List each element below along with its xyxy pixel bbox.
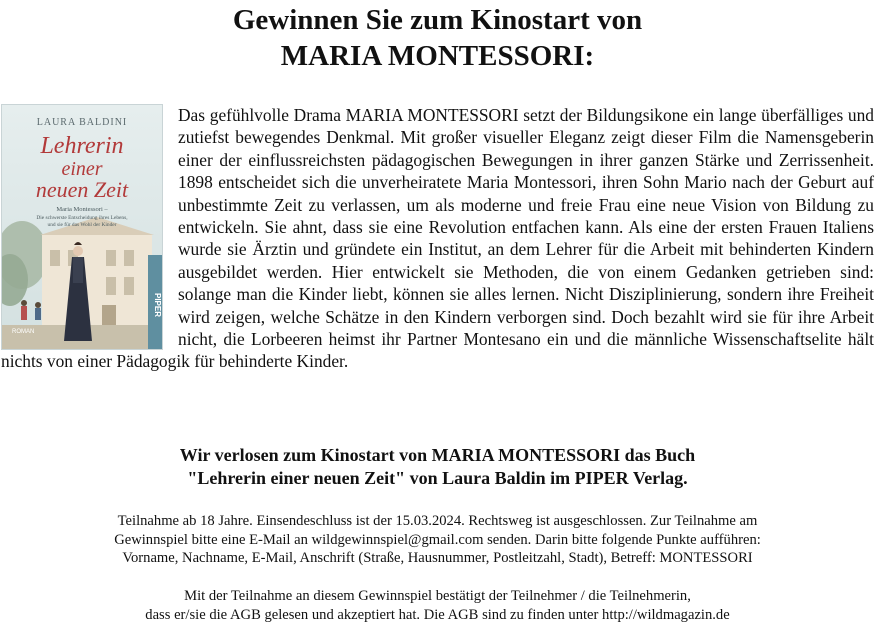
terms-line-2: Gewinnspiel bitte eine E-Mail an wildgewinnspiel@gmail.com senden. Darin bitte folgende Punkte aufführen:: [114, 531, 761, 548]
article-body: [1, 104, 874, 373]
terms-line-1: Teilnahme ab 18 Jahre. Einsendeschluss ist der 15.03.2024. Rechtsweg ist ausgeschlossen. Zur Teilnahme am: [117, 513, 758, 529]
cover-title-line-1: Lehrerin: [40, 133, 124, 159]
legal-line-1: Mit der Teilnahme an diesem Gewinnspiel bestätigt der Teilnehmer / die Teilnehmerin,: [184, 588, 691, 604]
cover-author: LAURA BALDINI: [36, 117, 128, 128]
cover-subtitle-line-1: Maria Montessori –: [56, 206, 108, 213]
cover-genre: ROMAN: [12, 329, 35, 335]
giveaway-line-2: "Lehrerin einer neuen Zeit" von Laura Baldin im PIPER Verlag.: [187, 468, 688, 488]
cover-subtitle-line-3: und sie für das Wohl der Kinder: [47, 222, 117, 228]
cover-publisher: PIPER: [153, 292, 162, 318]
legal-line-2: dass er/sie die AGB gelesen und akzeptiert hat. Die AGB sind zu finden unter http://wildmagazin.de: [145, 606, 730, 623]
cover-title-line-3: neuen Zeit: [35, 177, 129, 202]
legal-notice: [0, 587, 875, 624]
title-line-1: Gewinnen Sie zum Kinostart von: [232, 4, 643, 36]
cover-subtitle-line-2: Die schwerste Entscheidung ihres Lebens,: [36, 215, 128, 221]
giveaway-announcement: [0, 444, 875, 490]
participation-terms: [0, 512, 875, 568]
title-line-2: MARIA MONTESSORI:: [280, 40, 595, 72]
terms-line-3: Vorname, Nachname, E-Mail, Anschrift (Straße, Hausnummer, Postleitzahl, Stadt), Betreff: MONTESSORI: [122, 550, 753, 567]
page-title: [0, 2, 875, 74]
cover-title-line-2: einer: [61, 158, 103, 180]
giveaway-line-1: Wir verlosen zum Kinostart von MARIA MONTESSORI das Buch: [179, 445, 696, 465]
cover-float-spacer: [1, 104, 178, 350]
article-body-text: Das gefühlvolle Drama MARIA MONTESSORI setzt der Bildungsikone ein lange überfälliges und zutiefst bewegendes Denkmal. Mit großer visueller Eleganz zeigt dieser Film die Namensgeberin einer der einflussreichsten pädagogischen Bewegungen in ihrer ganzen Stärke und Zerrissenheit. 1898 entscheidet sich die unverheiratete Maria Montessori, ihren Sohn Mario nach der Geburt auf unbestimmte Zeit zu verlassen, um als moderne und freie Frau eine neue Vision von Bildung zu entwickeln. Sie ahnt, dass sie eine Revolution entfachen kann. Als eine der ersten Frauen Italiens wurde sie Ärztin und gründete ein Institut, an dem Lehrer für die Arbeit mit behinderten Kindern ausgebildet werden. Hier entwickelt sie Methoden, die von einem Gedanken getrieben sind: solange man die Kinder liebt, können sie alles lernen. Nicht Disziplinierung, sondern ihre Freiheit wird zeigen, welche Schätze in den Kindern verborgen sind. Doch bezahlt wird sie für ihre Arbeit nicht, die Lorbeeren heimst ihr Partner Montesano ein und die männliche Wissenschaftselite hält nichts von einer Pädagogik für behinderte Kinder.: [1, 105, 874, 372]
